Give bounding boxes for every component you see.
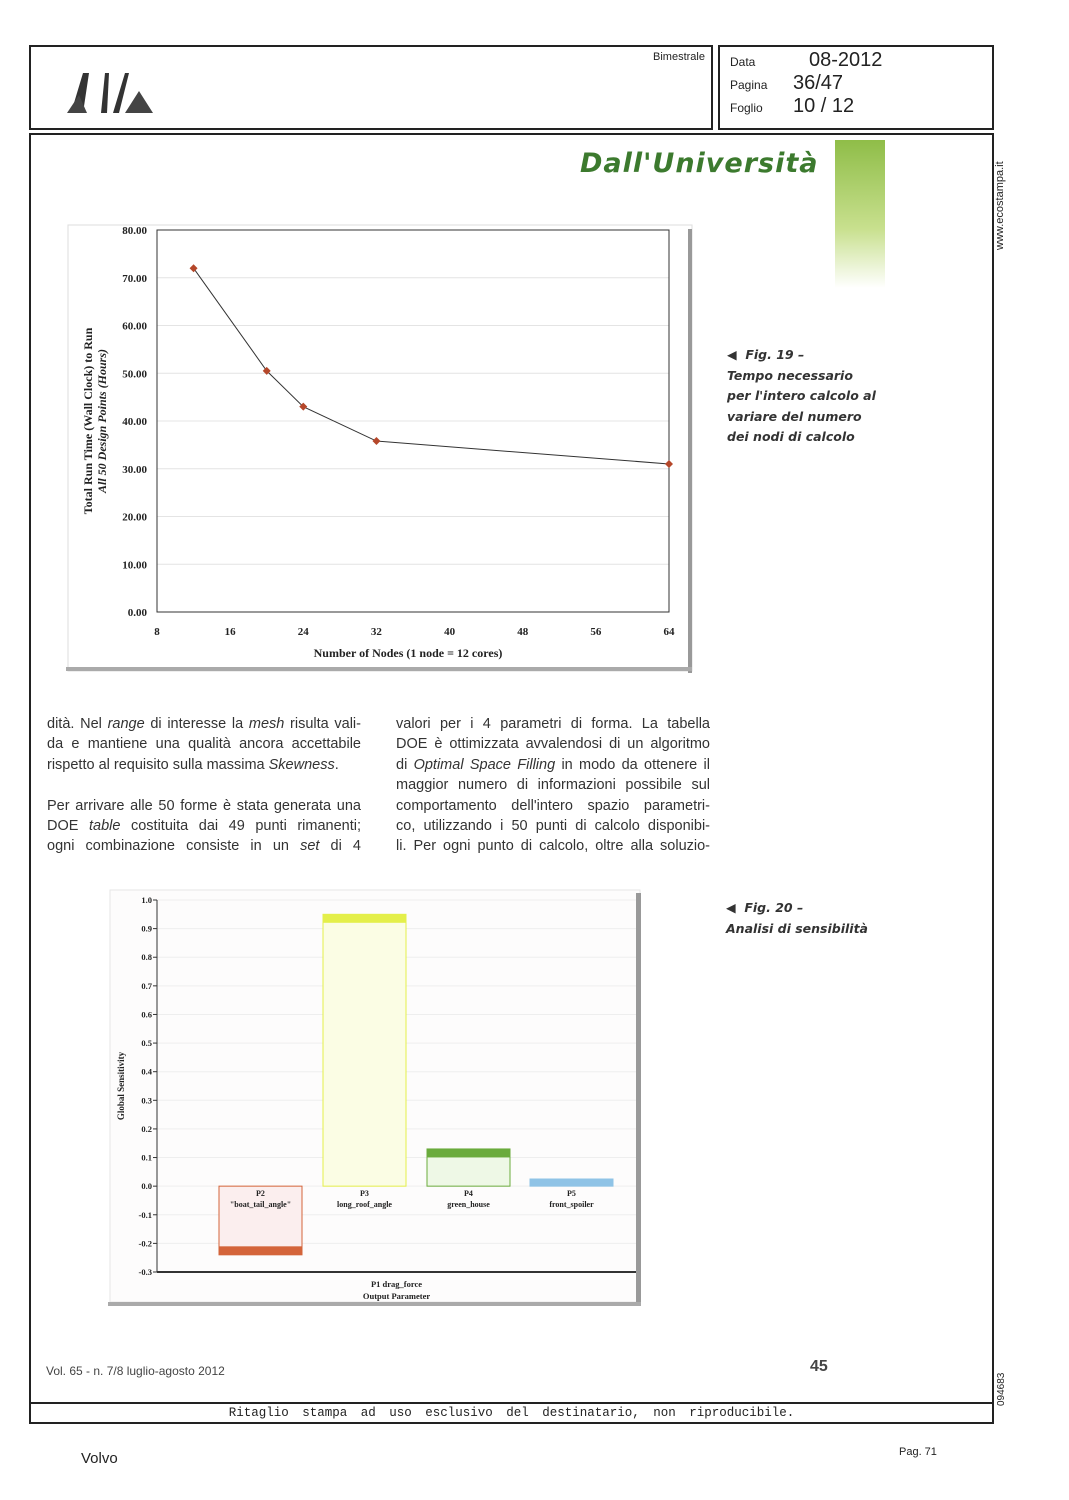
- bar-label: "boat_tail_angle": [229, 1200, 292, 1210]
- y-tick-label: 0.9: [141, 923, 152, 934]
- text-run: risulta vali-: [284, 716, 361, 732]
- header-left-box: [29, 45, 713, 130]
- x-tick-label: 40: [444, 626, 456, 638]
- x-tick-label: 8: [154, 626, 160, 638]
- text-line: [396, 816, 710, 836]
- text-run: dità. Nel: [47, 716, 108, 732]
- bar: [323, 914, 406, 1186]
- fig20-line: Analisi di sensibilità: [726, 920, 868, 936]
- text-run: Per arrivare alle 50 forme è stata generata una: [47, 797, 361, 814]
- italic-term: table: [88, 818, 121, 835]
- text-line: [47, 714, 361, 734]
- sensitivity-bar-chart: [100, 885, 645, 1315]
- page-number: 45: [810, 1358, 828, 1375]
- text-line: [396, 714, 710, 734]
- section-title: Dall'Università: [580, 148, 819, 179]
- page-value: 36/47: [793, 72, 844, 94]
- x-axis-title: Number of Nodes (1 node = 12 cores): [313, 646, 503, 660]
- bar-value-band: [427, 1149, 510, 1158]
- fig20-number: Fig. 20 –: [744, 900, 804, 915]
- run-time-line-chart: [60, 215, 700, 680]
- y-tick-label: 40.00: [122, 416, 147, 428]
- text-run: maggior numero di informazioni possibile sul: [396, 777, 710, 794]
- fig19-line: variare del numero: [727, 408, 862, 424]
- y-tick-label: 0.6: [141, 1009, 152, 1020]
- pag-number: Pag. 71: [899, 1446, 937, 1458]
- text-run: valori per i 4 parametri di forma. La tabella: [396, 716, 710, 732]
- panel-shadow: [66, 667, 692, 671]
- bar-value-band: [530, 1179, 613, 1186]
- y-tick-label: 0.00: [127, 607, 147, 619]
- y-tick-label: 80.00: [122, 225, 147, 237]
- text-line: [47, 836, 361, 856]
- italic-term: mesh: [248, 716, 285, 732]
- fig19-caption: [727, 345, 876, 448]
- x-tick-label: 32: [370, 626, 382, 638]
- sheet-value: 10 / 12: [793, 95, 855, 117]
- body-left-column: [47, 714, 361, 857]
- y-tick-label: 20.00: [122, 511, 147, 524]
- y-tick-label: 0.1: [141, 1152, 152, 1163]
- text-run: li. Per ogni punto di calcolo, oltre alla soluzio-: [396, 838, 710, 855]
- footer-divider: [29, 1402, 994, 1404]
- text-run: co, utilizzando i 50 punti di calcolo disponibi-: [396, 818, 710, 835]
- y-tick-label: 0.4: [141, 1066, 152, 1077]
- bar-label: P4: [464, 1189, 473, 1199]
- text-run: di: [396, 756, 414, 773]
- date-value: 08-2012: [809, 49, 883, 71]
- y-axis-title-line: All 50 Design Points (Hours): [95, 348, 109, 494]
- panel-shadow: [688, 229, 692, 673]
- text-run: di 4: [319, 838, 361, 855]
- y-tick-label: 0.3: [141, 1095, 152, 1106]
- y-tick-label: 0.2: [141, 1123, 152, 1134]
- section-color-band: [835, 140, 885, 288]
- panel-shadow: [108, 1302, 641, 1306]
- copyright-notice: Ritaglio stampa ad uso esclusivo del destinatario, non riproducibile.: [228, 1406, 795, 1420]
- text-run: .: [334, 756, 339, 773]
- text-line: [396, 796, 710, 816]
- x-axis-title: Output Parameter: [362, 1291, 431, 1301]
- x-tick-label: 16: [224, 626, 236, 638]
- y-axis-title: [81, 327, 109, 514]
- body-right-column: [396, 714, 710, 857]
- fig19-line: dei nodi di calcolo: [727, 429, 855, 444]
- y-tick-label: 0.0: [141, 1181, 152, 1192]
- italic-term: range: [107, 716, 145, 732]
- bar-value-band: [323, 914, 406, 923]
- text-line: [396, 836, 710, 856]
- y-tick-label: 0.5: [141, 1038, 152, 1049]
- y-tick-label: 10.00: [122, 559, 147, 572]
- x-tick-label: 48: [517, 626, 529, 638]
- italic-term: Skewness: [268, 756, 335, 773]
- italic-term: set: [300, 838, 320, 855]
- y-axis-title: Global Sensitivity: [116, 1051, 126, 1121]
- volume-info: Vol. 65 - n. 7/8 luglio-agosto 2012: [46, 1364, 225, 1378]
- fig19-line: per l'intero calcolo al: [727, 388, 876, 403]
- y-tick-label: -0.3: [138, 1267, 152, 1277]
- fig20-caption: [726, 898, 868, 939]
- date-label: Data: [730, 55, 756, 69]
- y-tick-label: -0.1: [138, 1209, 152, 1220]
- text-line: [47, 734, 361, 754]
- bar-label: green_house: [447, 1200, 490, 1210]
- x-tick-label: 56: [590, 626, 602, 638]
- text-line: [47, 775, 361, 795]
- bar-label: P5: [567, 1189, 576, 1199]
- bar-label: P3: [360, 1189, 369, 1199]
- text-line: [47, 755, 361, 775]
- text-run: in modo da ottenere il: [555, 756, 710, 773]
- text-run: da e mantiene una qualità ancora accettabile: [47, 736, 361, 753]
- y-tick-label: 30.00: [122, 463, 147, 476]
- text-run: di interesse la: [144, 716, 249, 732]
- panel-shadow: [636, 893, 641, 1305]
- text-run: rispetto al requisito sulla massima: [47, 756, 269, 773]
- x-axis-title: P1 drag_force: [370, 1279, 423, 1289]
- fig19-line: Tempo necessario: [727, 367, 853, 383]
- text-run: comportamento dell'intero spazio parametri-: [396, 797, 710, 814]
- y-tick-label: -0.2: [138, 1238, 152, 1249]
- bar-value-band: [219, 1246, 302, 1255]
- text-run: ogni combinazione consiste in un: [47, 838, 301, 855]
- y-tick-label: 60.00: [122, 320, 147, 333]
- y-tick-label: 0.7: [141, 980, 152, 991]
- text-line: [396, 755, 710, 775]
- fig19-number: Fig. 19 –: [745, 347, 805, 362]
- text-line: [396, 775, 710, 795]
- page-label: Pagina: [730, 78, 768, 92]
- ata-logo: [67, 69, 157, 115]
- client-name: Volvo: [81, 1450, 118, 1467]
- caret-left-icon: ◀: [726, 900, 736, 915]
- y-tick-label: 0.8: [141, 952, 152, 963]
- bar-label: long_roof_angle: [337, 1200, 392, 1210]
- header-info-box: [718, 45, 994, 130]
- side-code: 094683: [996, 1372, 1007, 1406]
- text-run: costituita dai 49 punti rimanenti;: [120, 818, 362, 835]
- bar-label: P2: [256, 1189, 265, 1199]
- y-tick-label: 70.00: [122, 272, 147, 285]
- frequency-label: Bimestrale: [653, 51, 705, 63]
- text-line: [47, 796, 361, 816]
- y-tick-label: 1.0: [141, 895, 152, 905]
- sheet-label: Foglio: [730, 101, 763, 115]
- text-run: DOE: [47, 818, 89, 835]
- x-tick-label: 24: [297, 626, 309, 638]
- caret-left-icon: ◀: [727, 347, 737, 362]
- italic-term: Optimal Space Filling: [413, 756, 556, 773]
- text-run: DOE è ottimizzata avvalendosi di un algoritmo: [396, 736, 710, 753]
- chart-panel: [68, 225, 692, 671]
- side-url: www.ecostampa.it: [994, 161, 1006, 250]
- y-axis-title-line: Total Run Time (Wall Clock) to Run: [81, 327, 95, 515]
- text-line: [396, 734, 710, 754]
- text-line: [47, 816, 361, 836]
- x-tick-label: 64: [663, 626, 675, 638]
- y-tick-label: 50.00: [122, 368, 147, 381]
- bar-label: front_spoiler: [549, 1200, 594, 1210]
